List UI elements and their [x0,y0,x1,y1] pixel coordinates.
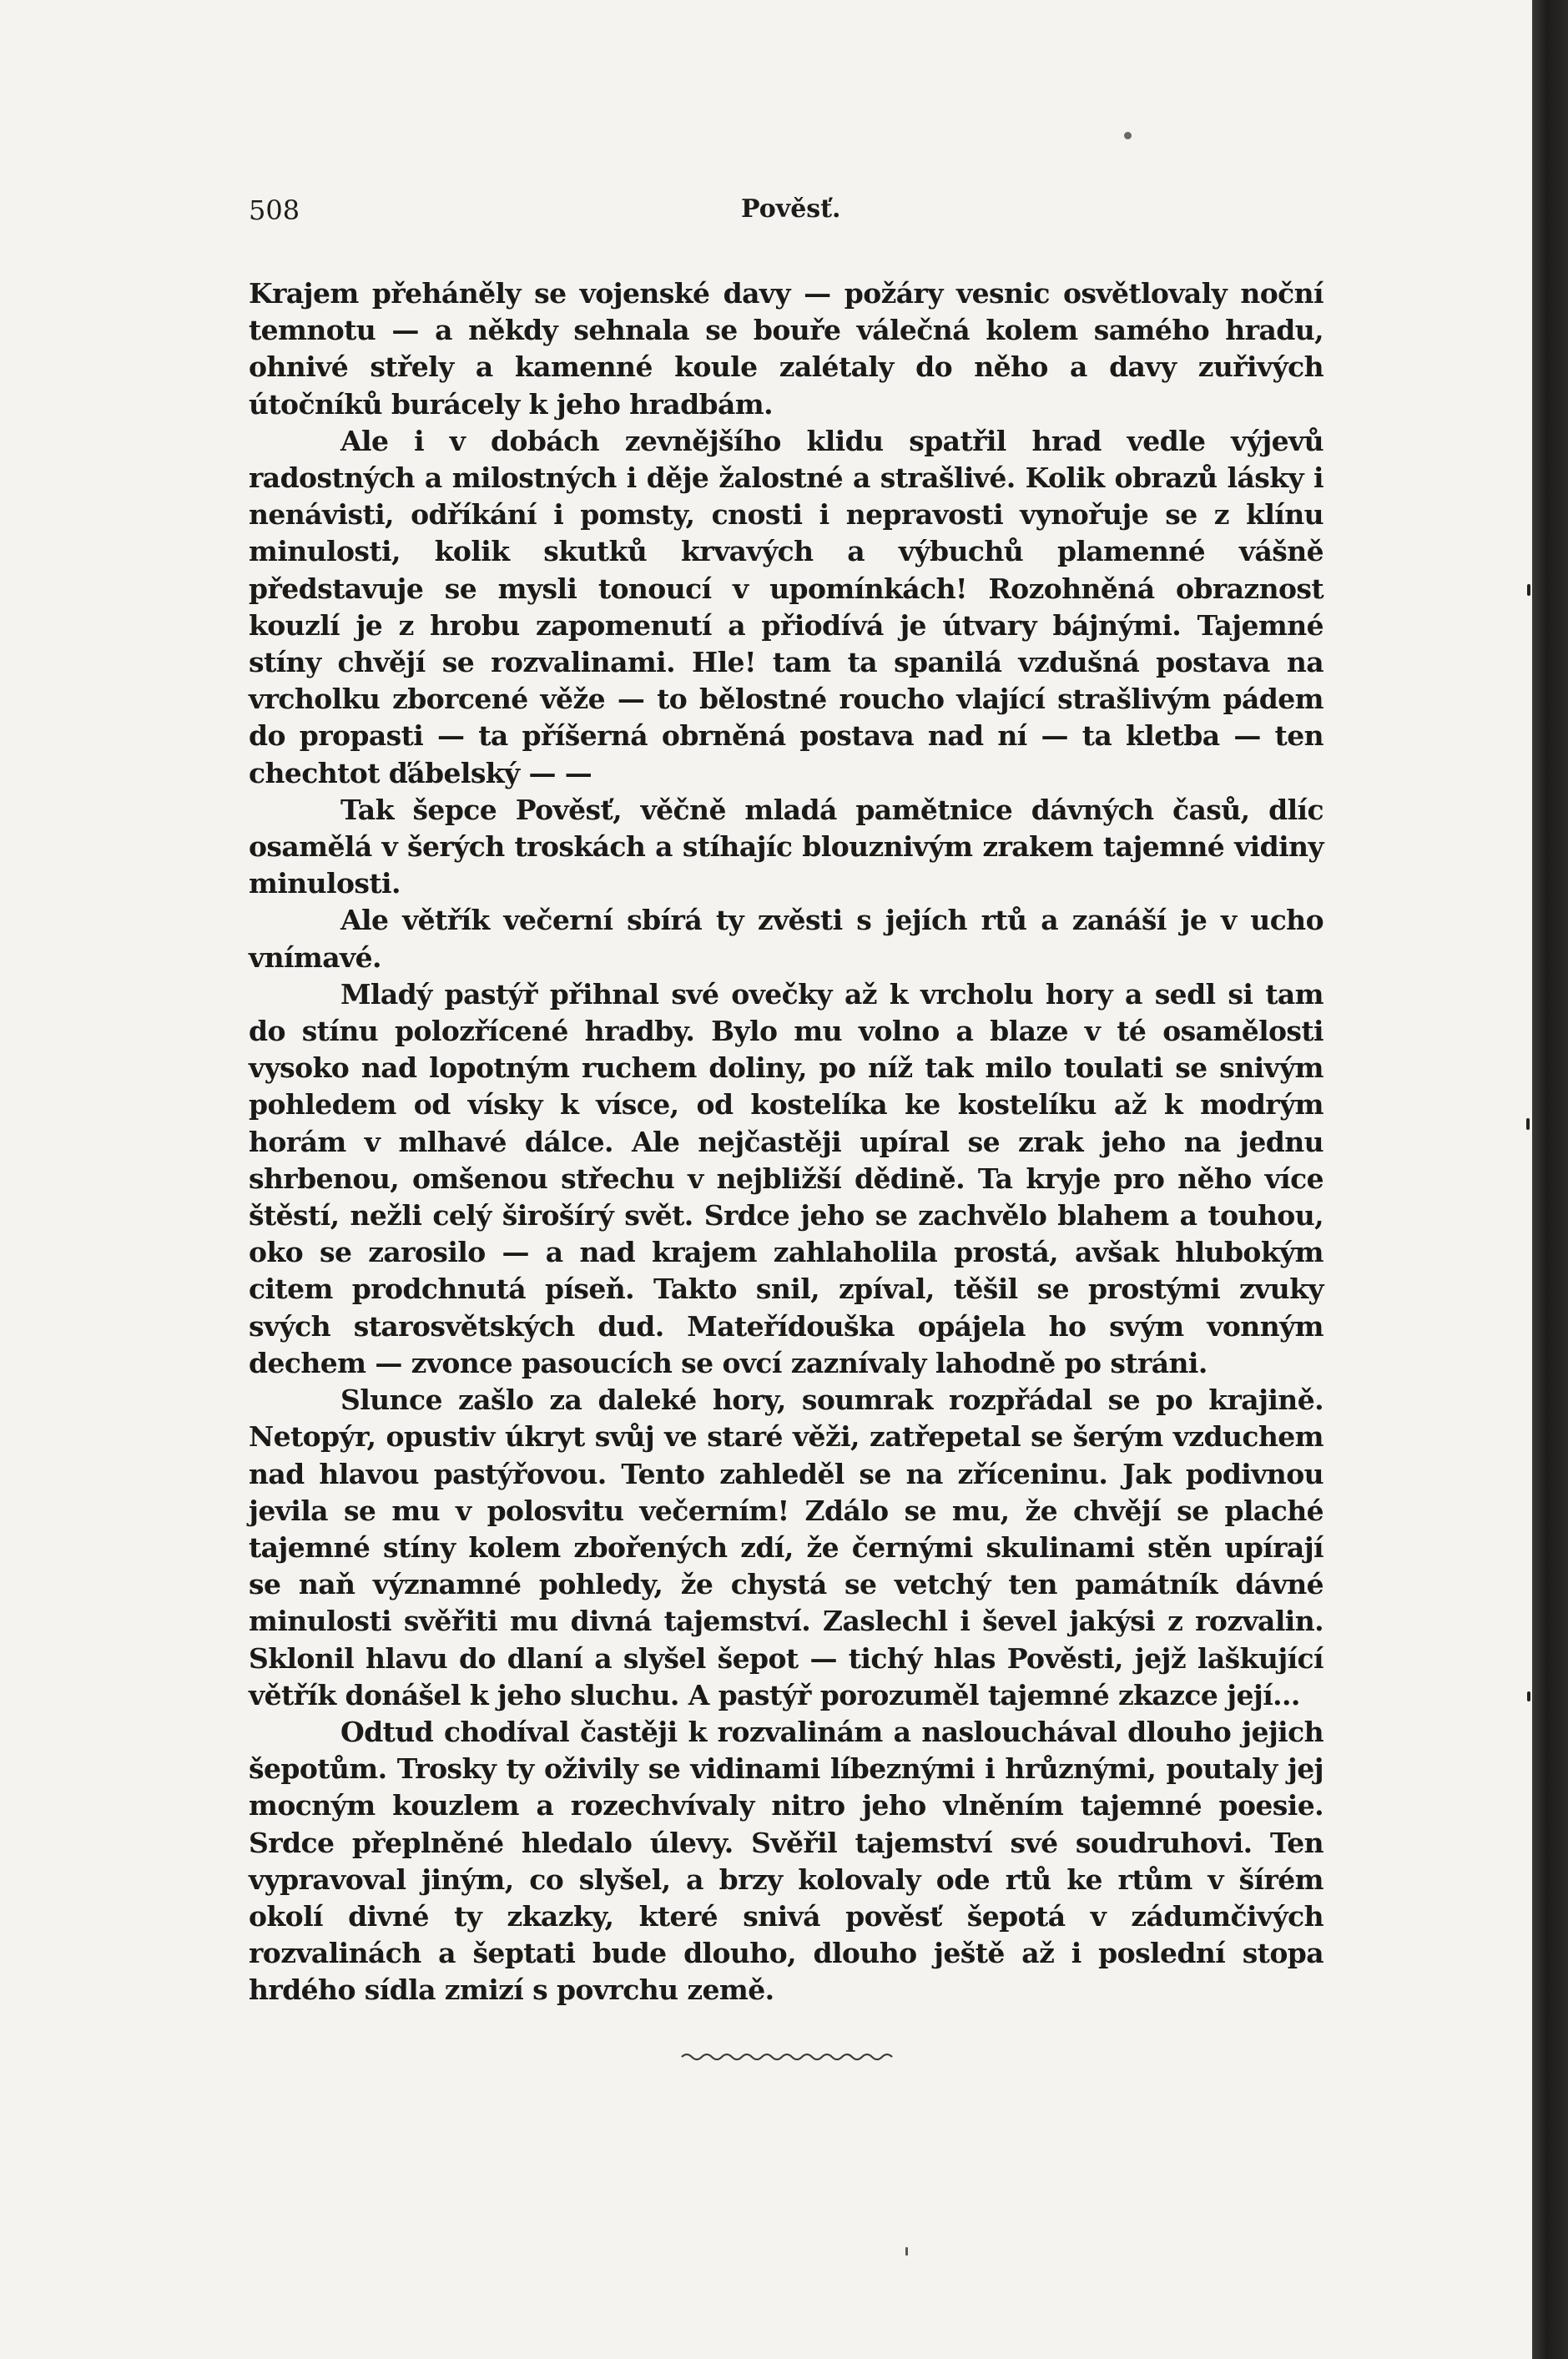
scan-speck [1124,132,1132,139]
paragraph-1: Krajem přeháněly se vojenské davy — požáry vesnic osvětlovaly noční temnotu — a někdy sehnala se bouře válečná kolem samého hradu, ohnivé střely a kamenné koule zalétaly do něho a davy zuřivých útočníků burácely k jeho hradbám. [249,277,1323,421]
paragraph-6: Slunce zašlo za daleké hory, soumrak rozpřádal se po krajině. Netopýr, opustiv úkryt svůj ve staré věži, zatřepetal se šerým vzduchem nad hlavou pastýřovou. Tento zahleděl se na zříceninu. Jak podivnou jevila se mu v polosvitu večerním! Zdálo se mu, že chvějí se plaché tajemné stíny kolem zbořených zdí, že černými skulinami stěn upírají se naň významné pohledy, že chystá se vetchý ten památník dávné minulosti svěřiti mu divná tajemství. Zaslechl i ševel jakýsi z rozvalin. Sklonil hlavu do dlaní a slyšel šepot — tichý hlas Pověsti, jejž laškující větřík donášel k jeho sluchu. A pastýř porozuměl tajemné zkazce její... [249,1384,1323,1711]
wavy-divider-ornament [680,2049,897,2064]
page-number: 508 [249,194,300,226]
scan-speck [1527,1691,1530,1701]
running-title: Pověsť. [741,194,841,224]
paragraph-7: Odtud chodíval častěji k rozvalinám a naslouchával dlouho jejich šepotům. Trosky ty oživily se vidinami líbeznými i hrůznými, poutaly jej mocným kouzlem a rozechvívaly nitro jeho vlněním tajemné poesie. Srdce přeplněné hledalo úlevy. Svěřil tajemství své soudruhovi. Ten vypravoval jiným, co slyšel, a brzy kolovaly ode rtů ke rtům v šírém okolí divné ty zkazky, které snivá pověsť šepotá v zádumčivých rozvalinách a šeptati bude dlouho, dlouho ještě až i poslední stopa hrdého sídla zmizí s povrchu země. [249,1715,1323,2007]
paragraph-3: Tak šepce Pověsť, věčně mladá pamětnice dávných časů, dlíc osamělá v šerých troskách a stíhajíc blouznivým zrakem tajemné vidiny minulosti. [249,793,1323,900]
paragraph-2: Ale i v dobách zevnějšího klidu spatřil hrad vedle výjevů radostných a milostných i děje žalostné a strašlivé. Kolik obrazů lásky i nenávisti, odříkání i pomsty, cnosti i nepravosti vynořuje se z klínu minulosti, kolik skutků krvavých a výbuchů plamenné vášně představuje se mysli tonoucí v upomínkách! Rozohněná obraznost kouzlí je z hrobu zapomenutí a přiodívá je útvary bájnými. Tajemné stíny chvějí se rozvalinami. Hle! tam ta spanilá vzdušná postava na vrcholku zborcené věže — to bělostné roucho vlající strašlivým pádem do propasti — ta příšerná obrněná postava nad ní — ta kletba — ten chechtot ďábelský — — [249,424,1323,789]
scan-speck [1526,1118,1530,1130]
scan-speck [905,2247,908,2256]
paragraph-5: Mladý pastýř přihnal své ovečky až k vrcholu hory a sedl si tam do stínu polozřícené hradby. Bylo mu volno a blaze v té osamělosti vysoko nad lopotným ruchem doliny, po níž tak milo toulati se snivým pohledem od vísky k vísce, od kostelíka ke kostelíku až k modrým horám v mlhavé dálce. Ale nejčastěji upíral se zrak jeho na jednu shrbenou, omšenou střechu v nejbližší dědině. Ta kryje pro něho více štěstí, nežli celý širošírý svět. Srdce jeho se zachvělo blahem a touhou, oko se zarosilo — a nad krajem zahlaholila prostá, avšak hlubokým citem prodchnutá píseň. Takto snil, zpíval, těšil se prostými zvuky svých starosvětských dud. Mateřídouška opájela ho svým vonným dechem — zvonce pasoucích se ovcí zaznívaly lahodně po stráni. [249,977,1323,1379]
paragraph-4: Ale větřík večerní sbírá ty zvěsti s jejích rtů a zanáší je v ucho vnímavé. [249,904,1323,974]
scan-border [1532,0,1568,2359]
page-header [249,194,1325,236]
body-text [249,275,1323,2009]
scan-speck [1527,584,1530,596]
